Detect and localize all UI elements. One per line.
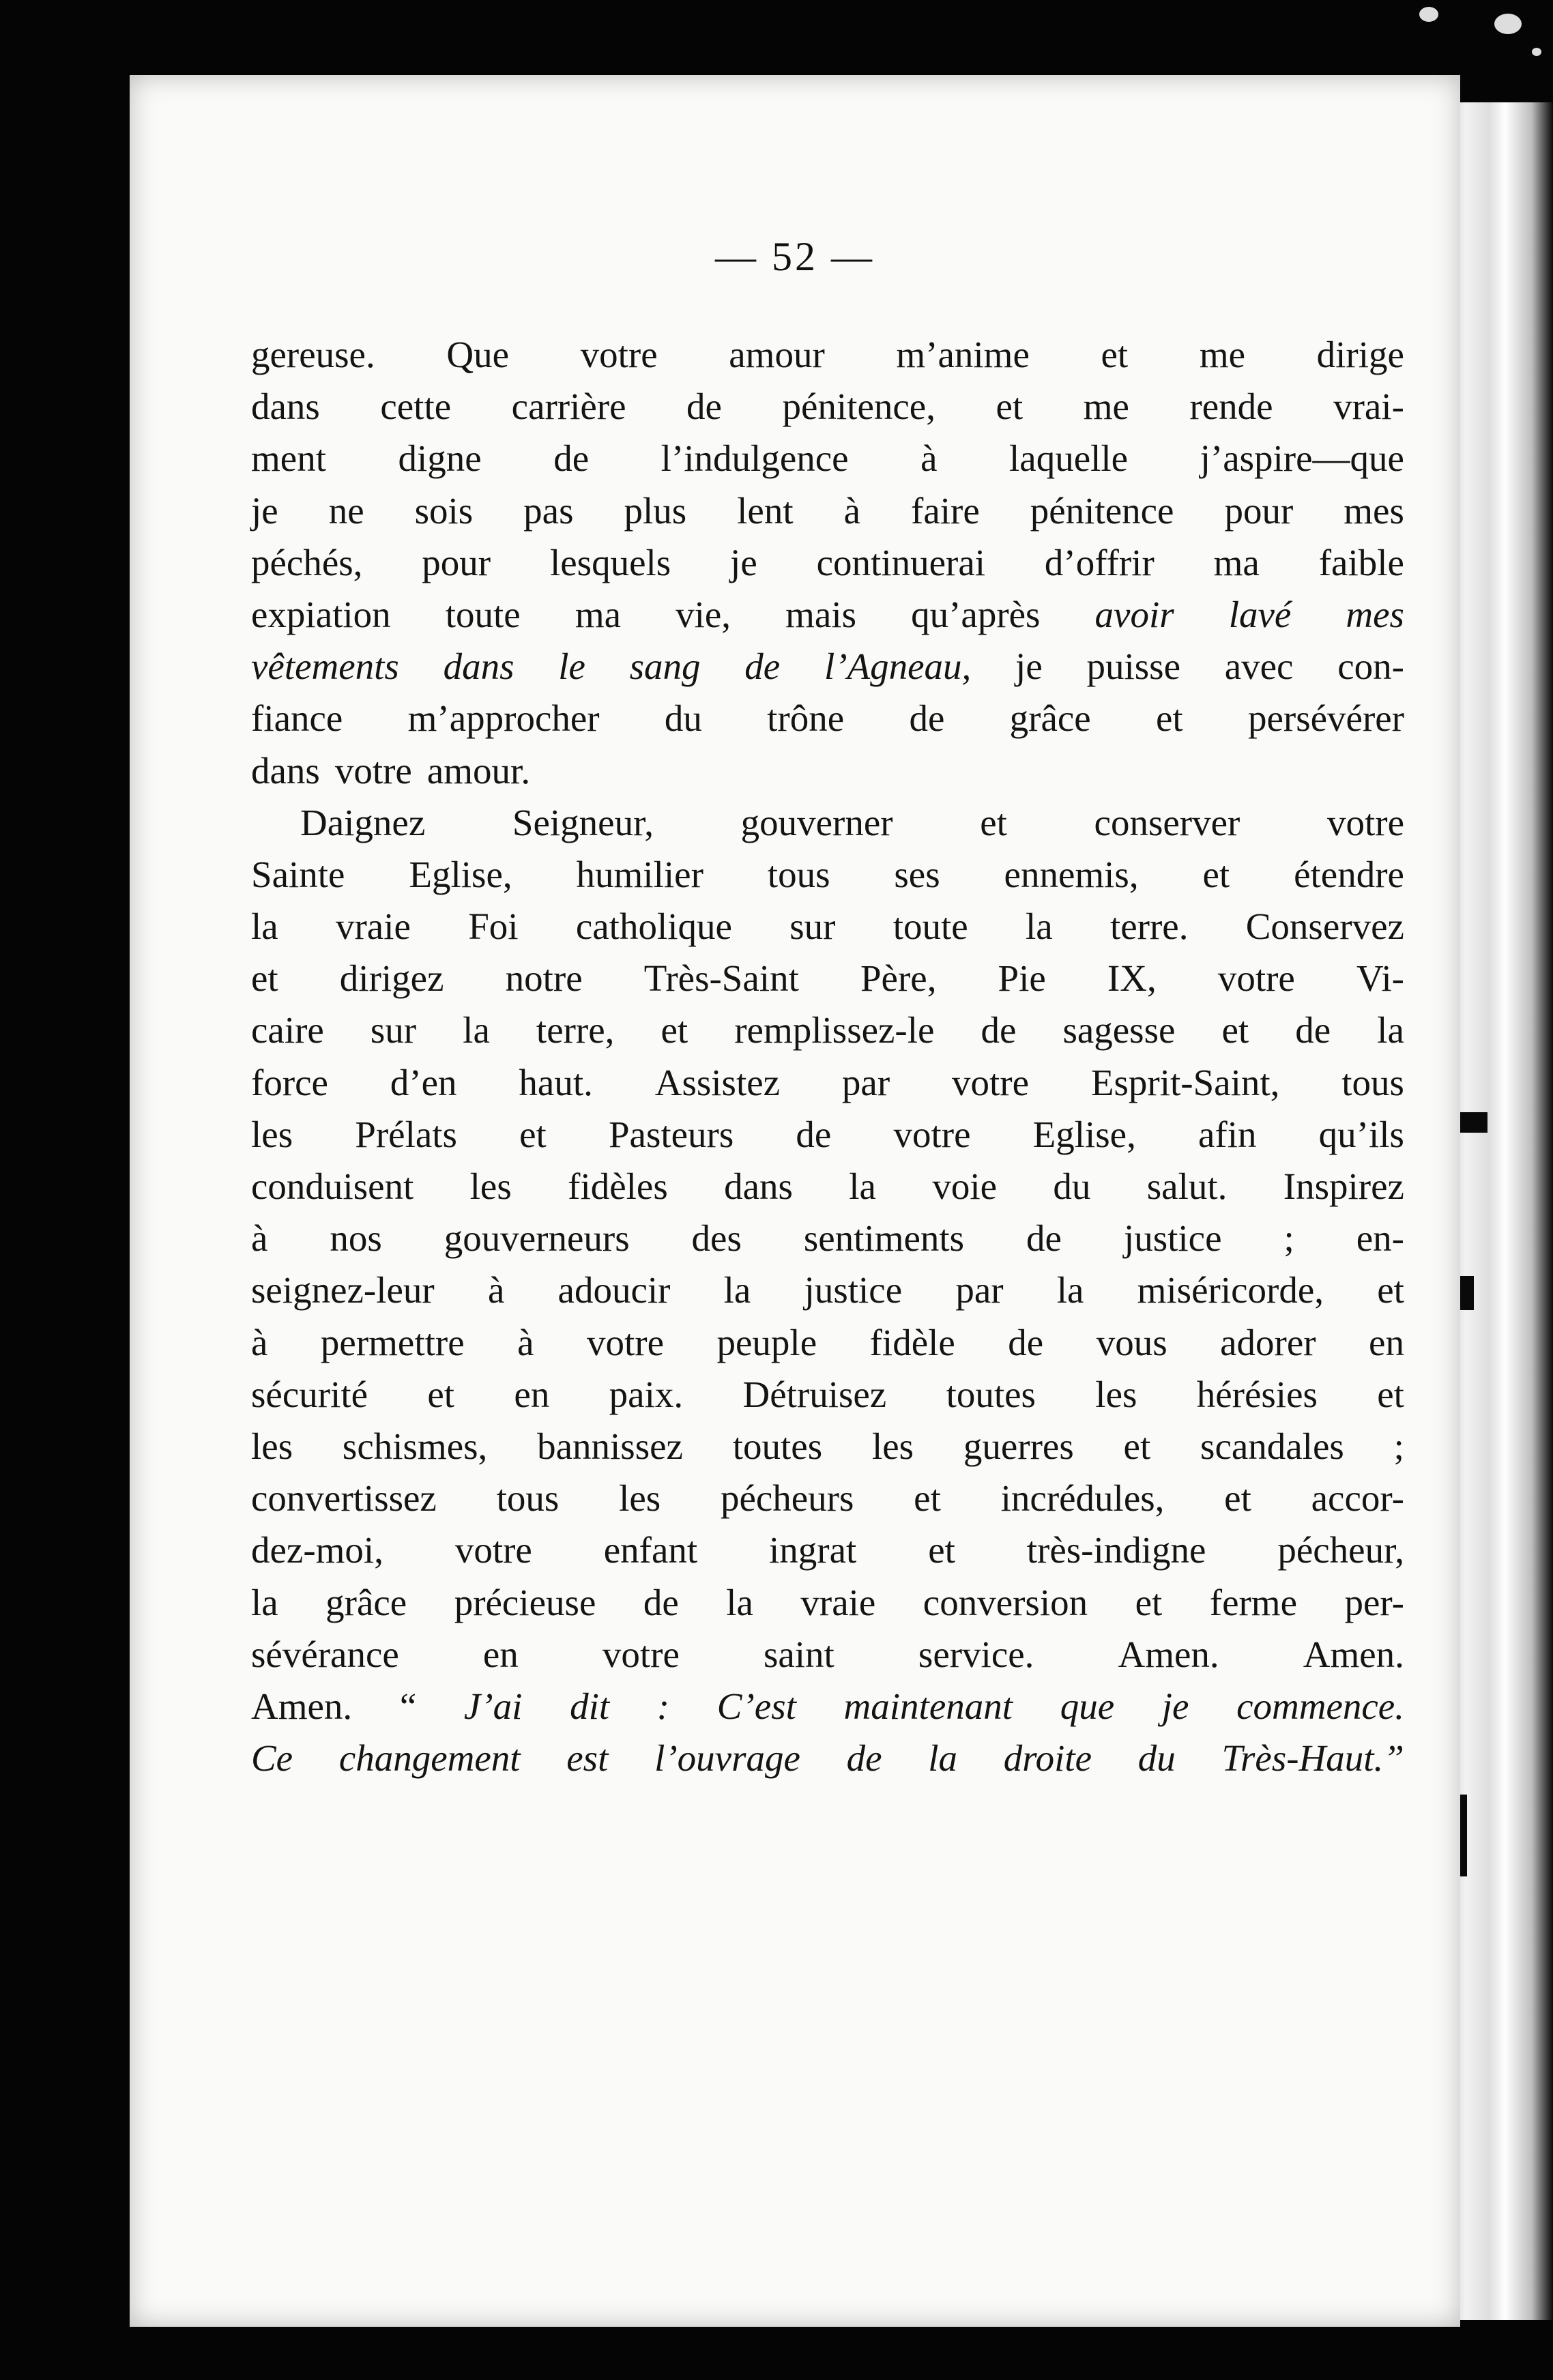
word: de <box>1295 1009 1331 1051</box>
word: et <box>928 1529 955 1571</box>
word: plus <box>624 489 687 532</box>
word: IX, <box>1107 957 1157 1000</box>
text-line <box>251 1524 1404 1576</box>
word: du <box>1137 1737 1176 1780</box>
word: gouverner <box>740 801 893 843</box>
word: dirige <box>1316 334 1404 375</box>
word: et <box>1377 1269 1404 1311</box>
word: l’ouvrage <box>654 1737 800 1780</box>
adjacent-page-edge <box>1447 102 1553 2320</box>
word: l’Agneau, <box>824 645 972 688</box>
word: péchés, <box>251 541 363 583</box>
word: convertissez <box>251 1477 437 1520</box>
word: votre <box>893 1113 971 1155</box>
text-line <box>251 1317 1404 1369</box>
word: votre <box>952 1061 1030 1103</box>
word: conversion <box>923 1581 1088 1623</box>
word: pour <box>1224 489 1294 532</box>
word: justice <box>1123 1217 1222 1260</box>
text-line <box>251 1732 1404 1784</box>
text-line <box>251 1264 1404 1316</box>
word: les <box>1095 1373 1137 1415</box>
word: Père, <box>860 957 937 1000</box>
word: peuple <box>716 1321 817 1363</box>
word: de <box>744 645 781 688</box>
word: ma <box>575 593 622 635</box>
word: ferme <box>1209 1581 1297 1623</box>
word: lesquels <box>549 541 671 583</box>
word: puisse <box>1086 645 1180 688</box>
word: à <box>843 489 861 532</box>
word: et <box>427 1373 455 1415</box>
word: votre <box>454 1529 532 1571</box>
word: en <box>514 1373 550 1415</box>
scan-speck <box>1532 48 1541 56</box>
word: de <box>1026 1217 1062 1260</box>
word: gouverneurs <box>444 1217 630 1260</box>
word: Amen. <box>1303 1633 1404 1675</box>
word: dirigez <box>339 957 444 1000</box>
word: maintenant <box>843 1685 1013 1727</box>
word: de <box>909 697 945 740</box>
word: laquelle <box>1009 437 1129 480</box>
word: con- <box>1337 645 1404 688</box>
word: avoir <box>1094 593 1174 635</box>
word: du <box>664 697 702 740</box>
word: Eglise, <box>1032 1113 1136 1155</box>
word: et <box>980 801 1007 843</box>
word: votre <box>602 1633 680 1675</box>
word: votre <box>587 1321 665 1363</box>
word: la <box>463 1009 490 1051</box>
word: lent <box>737 489 794 532</box>
text-line <box>251 329 1404 381</box>
word: et <box>1224 1477 1251 1520</box>
word: changement <box>338 1737 521 1780</box>
word: pour <box>422 541 491 583</box>
word: vie, <box>676 593 731 635</box>
word: la <box>1025 905 1053 948</box>
word: guerres <box>963 1425 1074 1467</box>
word: caire <box>251 1009 324 1051</box>
word: très-indigne <box>1026 1529 1206 1571</box>
word: vrai- <box>1333 386 1404 428</box>
word: et <box>1135 1581 1163 1623</box>
word: ennemis, <box>1004 853 1139 895</box>
word: pécheur, <box>1277 1529 1404 1571</box>
word: les <box>619 1477 661 1520</box>
word: dans <box>251 386 320 428</box>
word: conserver <box>1094 801 1240 843</box>
word: vraie <box>335 905 411 948</box>
text-line <box>251 433 1404 484</box>
word: que <box>1060 1685 1115 1727</box>
word: de <box>846 1737 882 1780</box>
word: notre <box>505 957 583 1000</box>
word: toutes <box>732 1425 823 1467</box>
word: hérésies <box>1196 1373 1318 1415</box>
word: digne <box>398 437 482 480</box>
word: me <box>1083 386 1129 428</box>
word: Assistez <box>654 1061 781 1103</box>
word: par <box>955 1269 1004 1311</box>
word: l’indulgence <box>661 437 849 480</box>
word: et <box>1202 853 1230 895</box>
word: Pie <box>998 957 1046 1000</box>
word: toute <box>445 593 521 635</box>
word: la <box>1377 1009 1404 1051</box>
text-line <box>251 1213 1404 1264</box>
word: par <box>841 1061 890 1103</box>
word: avec <box>1224 645 1294 688</box>
word: Ce <box>251 1737 293 1780</box>
word: carrière <box>511 386 626 428</box>
word: la <box>251 905 278 948</box>
word: fidèles <box>568 1165 668 1207</box>
word: votre <box>334 749 412 792</box>
word: la <box>723 1269 751 1311</box>
word: d’offrir <box>1044 541 1155 583</box>
word: à <box>487 1269 505 1311</box>
word: en- <box>1356 1217 1404 1260</box>
word: dans <box>251 749 320 792</box>
paragraph <box>251 797 1404 1785</box>
word: le <box>558 645 585 688</box>
word: Foi <box>468 905 519 948</box>
word: et <box>1156 697 1183 740</box>
word: les <box>251 1425 293 1467</box>
word: ses <box>894 853 940 895</box>
text-line <box>251 1629 1404 1681</box>
scan-speck <box>1419 7 1438 22</box>
text-line <box>251 381 1404 433</box>
word: Amen. <box>1118 1633 1219 1675</box>
word: ma <box>1213 541 1260 583</box>
text-line <box>251 1109 1404 1161</box>
word: précieuse <box>454 1581 596 1623</box>
word: paix. <box>609 1373 684 1415</box>
word: à <box>920 437 938 480</box>
word: est <box>566 1737 609 1780</box>
word: Conservez <box>1245 905 1404 948</box>
word: les <box>469 1165 512 1207</box>
word: grâce <box>325 1581 407 1623</box>
word: et <box>996 386 1024 428</box>
word: C’est <box>716 1685 796 1727</box>
word: ; <box>1283 1217 1294 1260</box>
word: à <box>517 1321 534 1363</box>
word: vous <box>1096 1321 1167 1363</box>
word: toutes <box>946 1373 1036 1415</box>
word: pécheurs <box>720 1477 854 1520</box>
word: sécurité <box>251 1373 368 1415</box>
word: sois <box>414 489 474 532</box>
word: catholique <box>575 905 732 948</box>
word: commence. <box>1236 1685 1404 1727</box>
text-line <box>251 1421 1404 1472</box>
word: de <box>981 1009 1017 1051</box>
word: à <box>251 1217 268 1260</box>
word: force <box>251 1061 328 1103</box>
book-page <box>130 75 1460 2327</box>
word: et <box>914 1477 941 1520</box>
word: et <box>1221 1009 1249 1051</box>
word: dit <box>570 1685 610 1727</box>
word: remplissez-le <box>734 1009 935 1051</box>
word: pénitence <box>1030 489 1174 532</box>
word: les <box>871 1425 914 1467</box>
word: ment <box>251 437 326 480</box>
word: qu’après <box>911 593 1041 635</box>
text-line <box>251 797 1404 849</box>
word: seignez-leur <box>251 1269 435 1311</box>
word: à <box>251 1321 268 1363</box>
word: haut. <box>519 1061 593 1103</box>
word: tous <box>496 1477 560 1520</box>
word: mais <box>785 593 857 635</box>
word: de <box>686 386 722 428</box>
word: J’ai <box>463 1685 523 1727</box>
word: rende <box>1189 386 1273 428</box>
text-line <box>251 1577 1404 1629</box>
text-line <box>251 901 1404 953</box>
word: salut. <box>1146 1165 1228 1207</box>
text-line <box>251 1161 1404 1213</box>
word: Inspirez <box>1283 1165 1404 1207</box>
word: expiation <box>251 593 391 635</box>
word: étendre <box>1294 853 1404 895</box>
word: service. <box>918 1633 1034 1675</box>
word: accor- <box>1311 1477 1404 1520</box>
word: Sainte <box>251 853 345 895</box>
word: continuerai <box>816 541 986 583</box>
word: vêtements <box>251 645 399 688</box>
word: et <box>661 1009 688 1051</box>
word: sagesse <box>1062 1009 1176 1051</box>
word: trône <box>767 697 845 740</box>
word: Eglise, <box>409 853 512 895</box>
word: afin <box>1198 1113 1257 1155</box>
word: amour. <box>426 749 531 792</box>
word: humilier <box>576 853 703 895</box>
word: votre <box>1326 801 1404 843</box>
text-line <box>251 1004 1404 1056</box>
word: per- <box>1344 1581 1404 1623</box>
word: nos <box>330 1217 382 1260</box>
word: sang <box>629 645 701 688</box>
word: j’aspire—que <box>1200 437 1404 480</box>
word: Prélats <box>355 1113 457 1155</box>
word: saint <box>763 1633 834 1675</box>
text-line <box>251 589 1404 641</box>
word: la <box>849 1165 876 1207</box>
word: de <box>643 1581 679 1623</box>
word: : <box>656 1685 670 1727</box>
word: qu’ils <box>1318 1113 1404 1155</box>
word: votre <box>580 334 658 375</box>
word: votre <box>1217 957 1295 1000</box>
word: faible <box>1318 541 1404 583</box>
word: Seigneur, <box>512 801 654 843</box>
text-line <box>251 1057 1404 1109</box>
word: ; <box>1393 1425 1404 1467</box>
text-line <box>251 953 1404 1004</box>
word: mes <box>1346 593 1404 635</box>
word: je <box>1161 1685 1189 1727</box>
word: droite <box>1003 1737 1092 1780</box>
word: en <box>1369 1321 1404 1363</box>
word: adorer <box>1220 1321 1316 1363</box>
word: Daignez <box>300 801 426 843</box>
word: justice <box>804 1269 903 1311</box>
word: Amen. <box>251 1685 353 1727</box>
page-number: — 52 — <box>715 234 875 279</box>
text-line <box>251 537 1404 589</box>
word: pas <box>523 489 574 532</box>
word: Esprit-Saint, <box>1090 1061 1280 1103</box>
word: conduisent <box>251 1165 414 1207</box>
word: vraie <box>800 1581 876 1623</box>
text-line <box>251 485 1404 537</box>
word: Très-Saint <box>643 957 799 1000</box>
word: la <box>1056 1269 1084 1311</box>
word: je <box>1015 645 1043 688</box>
word: dans <box>724 1165 793 1207</box>
word: me <box>1199 334 1246 375</box>
word: d’en <box>390 1061 457 1103</box>
paragraph <box>251 329 1404 797</box>
text-line <box>251 1369 1404 1421</box>
word: faire <box>911 489 980 532</box>
word: grâce <box>1009 697 1091 740</box>
body-text <box>251 329 1404 1784</box>
word: et <box>519 1113 547 1155</box>
word: et <box>1123 1425 1151 1467</box>
word: ingrat <box>769 1529 857 1571</box>
word: la <box>726 1581 753 1623</box>
scan-speck <box>1494 14 1522 34</box>
text-line <box>251 745 1404 797</box>
word: la <box>928 1737 958 1780</box>
word: voie <box>932 1165 998 1207</box>
word: et <box>1101 334 1129 375</box>
word: cette <box>380 386 452 428</box>
word: tous <box>767 853 830 895</box>
word: Vi- <box>1356 957 1404 1000</box>
word: mes <box>1344 489 1404 532</box>
word: je <box>251 489 278 532</box>
word: gereuse. <box>251 334 375 375</box>
text-line <box>251 1681 1404 1732</box>
word: sentiments <box>803 1217 965 1260</box>
word: des <box>691 1217 742 1260</box>
word: “ <box>399 1685 417 1727</box>
word: amour <box>729 334 825 375</box>
word: de <box>553 437 590 480</box>
word: scandales <box>1200 1425 1344 1467</box>
word: miséricorde, <box>1137 1269 1324 1311</box>
word: adoucir <box>557 1269 671 1311</box>
word: Que <box>446 334 509 375</box>
word: pénitence, <box>782 386 935 428</box>
word: ne <box>328 489 364 532</box>
word: terre. <box>1109 905 1189 948</box>
word: fiance <box>251 697 343 740</box>
word: persévérer <box>1247 697 1404 740</box>
word: je <box>730 541 757 583</box>
word: m’anime <box>896 334 1030 375</box>
word: m’approcher <box>407 697 600 740</box>
word: la <box>251 1581 278 1623</box>
word: terre, <box>536 1009 615 1051</box>
word: dans <box>443 645 514 688</box>
word: les <box>251 1113 293 1155</box>
word: fidèle <box>869 1321 955 1363</box>
word: schismes, <box>342 1425 488 1467</box>
word: du <box>1053 1165 1091 1207</box>
word: permettre <box>320 1321 465 1363</box>
word: en <box>482 1633 519 1675</box>
word: de <box>796 1113 832 1155</box>
word: enfant <box>603 1529 698 1571</box>
text-line <box>251 1472 1404 1524</box>
word: sur <box>789 905 836 948</box>
word: toute <box>892 905 968 948</box>
word: lavé <box>1228 593 1292 635</box>
text-line <box>251 641 1404 693</box>
word: Très-Haut.” <box>1221 1737 1404 1780</box>
text-line <box>251 849 1404 901</box>
word: incrédules, <box>1000 1477 1165 1520</box>
word: Pasteurs <box>608 1113 734 1155</box>
word: sur <box>370 1009 417 1051</box>
word: Détruisez <box>742 1373 887 1415</box>
word: et <box>1377 1373 1404 1415</box>
text-line <box>251 693 1404 744</box>
word: tous <box>1341 1061 1404 1103</box>
word: et <box>251 957 278 1000</box>
word: dez-moi, <box>251 1529 383 1571</box>
word: sévérance <box>251 1633 399 1675</box>
word: de <box>1008 1321 1044 1363</box>
word: bannissez <box>537 1425 683 1467</box>
